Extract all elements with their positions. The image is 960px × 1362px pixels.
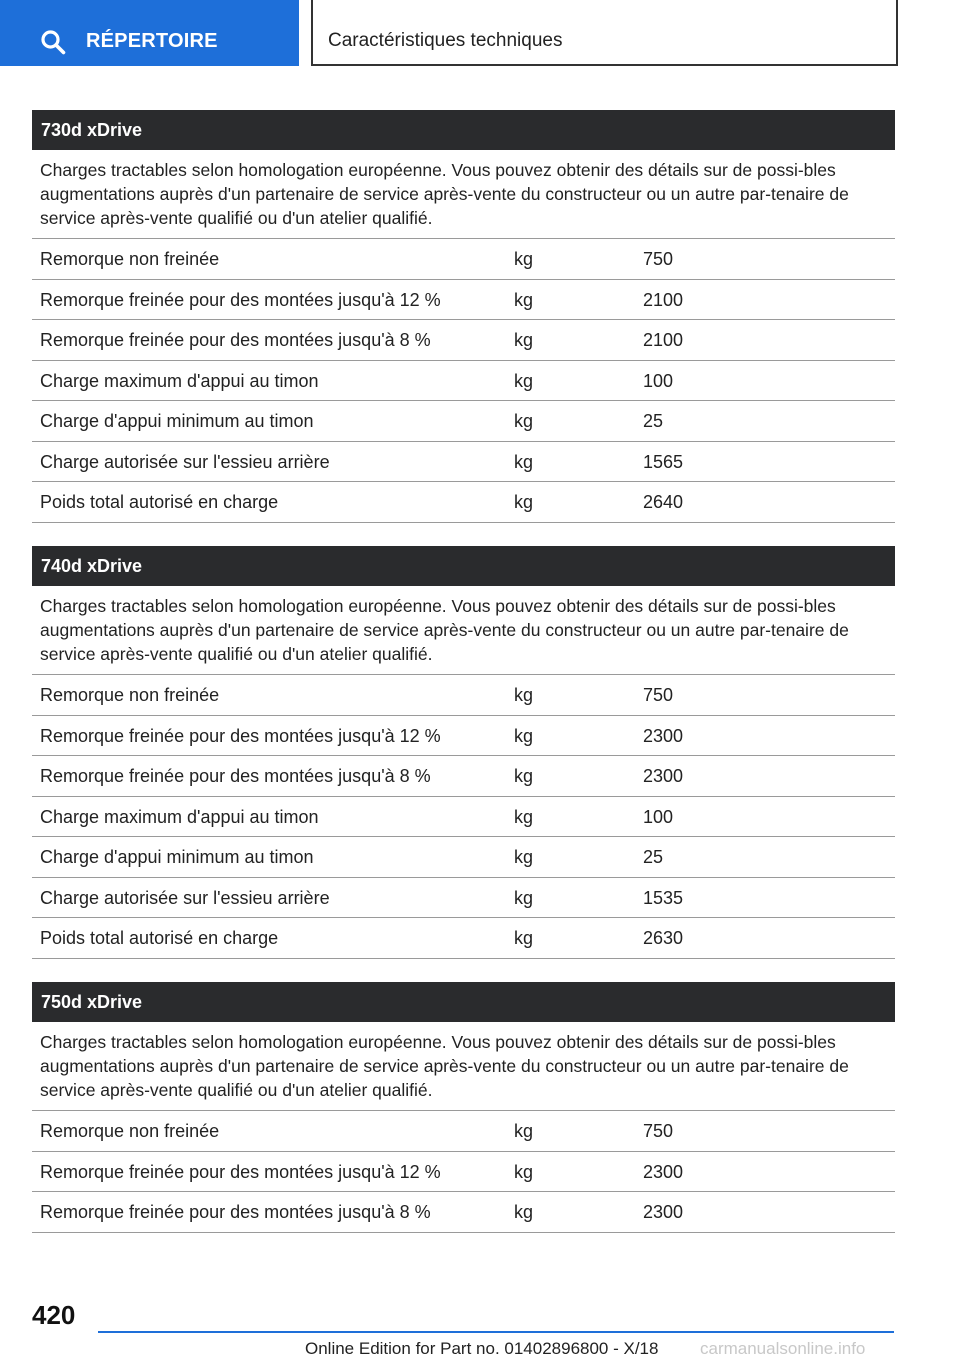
row-unit: kg: [514, 928, 534, 948]
section-730d: [32, 110, 895, 523]
row-value: 2300: [643, 725, 684, 746]
table-row: [32, 1192, 895, 1233]
row-value: 2100: [643, 289, 684, 310]
table-row: [32, 361, 895, 402]
row-unit: kg: [514, 370, 534, 391]
directory-button[interactable]: [0, 0, 299, 66]
row-unit: kg: [514, 249, 534, 269]
row-unit: kg: [514, 887, 534, 908]
row-unit: kg: [514, 330, 534, 350]
table-row: [32, 918, 895, 959]
row-value: 2630: [643, 928, 684, 948]
watermark: carmanualsonline.info: [700, 1339, 866, 1358]
row-label: Charge maximum d'appui au timon: [40, 370, 319, 391]
section-description: Charges tractables selon homologation européenne. Vous pouvez obtenir des détails sur de possi‐bles augmentations auprès d'un partenaire de service après-vente du constructeur ou un autre par‐tenaire de service après-vente qualifié ou d'un atelier qualifié.: [32, 150, 895, 239]
row-unit: kg: [514, 1121, 534, 1141]
row-unit: kg: [514, 766, 534, 786]
table-row: [32, 401, 895, 442]
chapter-title: Caractéristiques techniques: [328, 30, 563, 51]
row-label: Remorque non freinée: [40, 685, 220, 705]
table-row: [32, 1111, 895, 1152]
row-label: Remorque freinée pour des montées jusqu'à 8 %: [40, 1202, 431, 1222]
row-unit: kg: [514, 685, 534, 705]
section-740d: [32, 546, 895, 959]
chapter-header: [311, 0, 898, 66]
row-value: 750: [643, 685, 674, 705]
section-description: Charges tractables selon homologation européenne. Vous pouvez obtenir des détails sur de possi‐bles augmentations auprès d'un partenaire de service après-vente du constructeur ou un autre par‐tenaire de service après-vente qualifié ou d'un atelier qualifié.: [32, 586, 895, 675]
row-label: Remorque freinée pour des montées jusqu'à 8 %: [40, 330, 431, 350]
row-label: Charge d'appui minimum au timon: [40, 411, 314, 431]
row-value: 2640: [643, 492, 684, 512]
row-value: 750: [643, 249, 674, 269]
row-label: Remorque non freinée: [40, 249, 220, 269]
table-row: [32, 797, 895, 838]
table-row: [32, 878, 895, 919]
row-unit: kg: [514, 1202, 534, 1222]
edition-text: Online Edition for Part no. 01402896800 - X/18: [305, 1339, 659, 1358]
row-value: 2300: [643, 766, 684, 786]
row-value: 1565: [643, 451, 684, 472]
row-value: 1535: [643, 887, 684, 908]
row-value: 2300: [643, 1202, 684, 1222]
page-number: 420: [32, 1300, 76, 1330]
row-label: Charge autorisée sur l'essieu arrière: [40, 887, 330, 908]
footer-divider: [98, 1331, 894, 1333]
row-value: 2100: [643, 330, 684, 350]
table-row: [32, 716, 895, 757]
row-label: Remorque non freinée: [40, 1121, 220, 1141]
section-750d: [32, 982, 895, 1233]
table-row: [32, 1152, 895, 1193]
row-unit: kg: [514, 411, 534, 431]
table-row: [32, 280, 895, 321]
search-icon: [40, 29, 66, 55]
row-value: 100: [643, 806, 674, 827]
row-label: Poids total autorisé en charge: [40, 492, 279, 512]
row-value: 25: [643, 847, 664, 867]
directory-label: RÉPERTOIRE: [86, 30, 218, 52]
row-value: 750: [643, 1121, 674, 1141]
row-label: Remorque freinée pour des montées jusqu'à 12 %: [40, 725, 441, 746]
row-value: 25: [643, 411, 664, 431]
section-description: Charges tractables selon homologation européenne. Vous pouvez obtenir des détails sur de possi‐bles augmentations auprès d'un partenaire de service après-vente du constructeur ou un autre par‐tenaire de service après-vente qualifié ou d'un atelier qualifié.: [32, 1022, 895, 1111]
row-value: 100: [643, 370, 674, 391]
section-title: 750d xDrive: [32, 982, 895, 1022]
row-unit: kg: [514, 1161, 534, 1182]
row-unit: kg: [514, 289, 534, 310]
top-bar: [0, 0, 960, 66]
row-value: 2300: [643, 1161, 684, 1182]
table-row: [32, 320, 895, 361]
row-label: Poids total autorisé en charge: [40, 928, 279, 948]
row-label: Remorque freinée pour des montées jusqu'à 12 %: [40, 1161, 441, 1182]
row-unit: kg: [514, 847, 534, 867]
row-label: Charge maximum d'appui au timon: [40, 806, 319, 827]
row-label: Remorque freinée pour des montées jusqu'à 12 %: [40, 289, 441, 310]
table-row: [32, 482, 895, 523]
row-label: Charge autorisée sur l'essieu arrière: [40, 451, 330, 472]
table-row: [32, 239, 895, 280]
table-row: [32, 675, 895, 716]
table-row: [32, 442, 895, 483]
section-title: 740d xDrive: [32, 546, 895, 586]
row-label: Charge d'appui minimum au timon: [40, 847, 314, 867]
row-unit: kg: [514, 725, 534, 746]
row-unit: kg: [514, 492, 534, 512]
section-title: 730d xDrive: [32, 110, 895, 150]
table-row: [32, 756, 895, 797]
table-row: [32, 837, 895, 878]
row-unit: kg: [514, 451, 534, 472]
row-unit: kg: [514, 806, 534, 827]
row-label: Remorque freinée pour des montées jusqu'à 8 %: [40, 766, 431, 786]
